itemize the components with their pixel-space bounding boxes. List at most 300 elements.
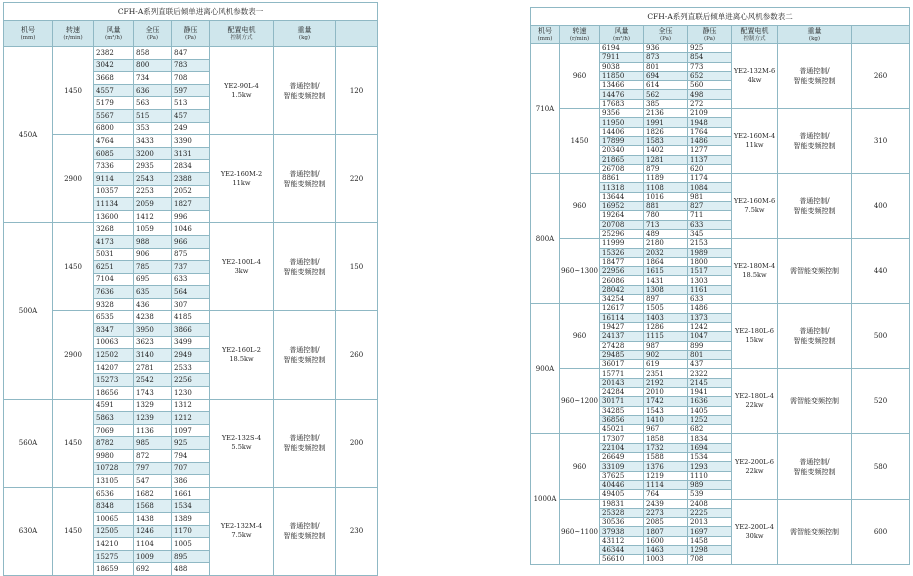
- table-row: [4, 47, 378, 60]
- total-pressure-cell: 4238: [134, 311, 172, 324]
- total-pressure-cell: 936: [644, 44, 688, 53]
- airflow-cell: 15273: [94, 374, 134, 387]
- total-pressure-cell: 858: [134, 47, 172, 60]
- model-cell: 630A: [4, 487, 53, 575]
- static-pressure-cell: 682: [688, 425, 732, 434]
- airflow-cell: 8348: [94, 500, 134, 513]
- header-model: [531, 26, 560, 44]
- total-pressure-cell: 694: [644, 71, 688, 80]
- header-control-label: 重量: [297, 25, 312, 34]
- speed-cell: 1450: [560, 109, 600, 174]
- airflow-cell: 7336: [94, 160, 134, 173]
- static-pressure-cell: 1405: [688, 406, 732, 415]
- airflow-cell: 14406: [600, 127, 644, 136]
- control-cell: 普通控制/ 智能变频控制: [274, 135, 336, 223]
- total-pressure-cell: 1286: [644, 322, 688, 331]
- total-pressure-cell: 635: [134, 286, 172, 299]
- airflow-cell: 33109: [600, 462, 644, 471]
- table-title: CFH-A系列直联后倾单进离心风机参数表一: [4, 3, 378, 21]
- airflow-cell: 40446: [600, 480, 644, 489]
- total-pressure-cell: 436: [134, 298, 172, 311]
- total-pressure-cell: 1991: [644, 118, 688, 127]
- table-row: [4, 399, 378, 412]
- total-pressure-cell: 2351: [644, 369, 688, 378]
- static-pressure-cell: 1277: [688, 146, 732, 155]
- static-pressure-cell: 513: [172, 97, 210, 110]
- static-pressure-cell: 3390: [172, 135, 210, 148]
- motor-cell: YE2-132S-4 5.5kw: [210, 399, 274, 487]
- control-cell: 普通控制/ 智能变频控制: [778, 109, 852, 174]
- total-pressure-cell: 636: [134, 84, 172, 97]
- header-row: [4, 21, 378, 47]
- static-pressure-cell: 2533: [172, 361, 210, 374]
- airflow-cell: 14207: [94, 361, 134, 374]
- static-pressure-cell: 1697: [688, 527, 732, 536]
- static-pressure-cell: 633: [688, 220, 732, 229]
- header-motor-unit: 控制方式: [230, 34, 253, 41]
- airflow-cell: 20708: [600, 220, 644, 229]
- airflow-cell: 11134: [94, 198, 134, 211]
- speed-cell: 960~1300: [560, 239, 600, 304]
- airflow-cell: 8861: [600, 174, 644, 183]
- total-pressure-cell: 619: [644, 360, 688, 369]
- static-pressure-cell: 2949: [172, 349, 210, 362]
- total-pressure-cell: 1219: [644, 471, 688, 480]
- weight-cell: 310: [852, 109, 910, 174]
- header-speed-unit: (r/min): [569, 35, 590, 42]
- airflow-cell: 7911: [600, 53, 644, 62]
- static-pressure-cell: 539: [688, 490, 732, 499]
- control-cell: 需智能变频控制: [778, 499, 852, 564]
- header-airflow-label: 风量: [614, 26, 629, 35]
- motor-cell: YE2-160L-2 18.5kw: [210, 311, 274, 399]
- total-pressure-cell: 873: [644, 53, 688, 62]
- static-pressure-cell: 708: [688, 555, 732, 564]
- table-row: [531, 499, 910, 508]
- table-row: [4, 135, 378, 148]
- static-pressure-cell: 1458: [688, 536, 732, 545]
- static-pressure-cell: 4185: [172, 311, 210, 324]
- speed-cell: 2900: [53, 311, 94, 399]
- airflow-cell: 5031: [94, 248, 134, 261]
- total-pressure-cell: 1281: [644, 155, 688, 164]
- total-pressure-cell: 515: [134, 109, 172, 122]
- airflow-cell: 3042: [94, 59, 134, 72]
- airflow-cell: 13105: [94, 475, 134, 488]
- model-cell: 1000A: [531, 434, 560, 564]
- total-pressure-cell: 1505: [644, 304, 688, 313]
- airflow-cell: 5567: [94, 109, 134, 122]
- control-cell: 普通控制/ 智能变频控制: [778, 174, 852, 239]
- airflow-cell: 37625: [600, 471, 644, 480]
- airflow-cell: 6535: [94, 311, 134, 324]
- header-model-unit: (mm): [537, 35, 553, 42]
- static-pressure-cell: 925: [172, 437, 210, 450]
- header-control-unit: (kg): [298, 34, 311, 41]
- header-static-pressure-label: 静压: [183, 25, 198, 34]
- total-pressure-cell: 1104: [134, 538, 172, 551]
- airflow-cell: 6085: [94, 147, 134, 160]
- static-pressure-cell: 2322: [688, 369, 732, 378]
- airflow-cell: 9356: [600, 109, 644, 118]
- control-cell: 普通控制/ 智能变频控制: [778, 434, 852, 499]
- airflow-cell: 10063: [94, 336, 134, 349]
- model-cell: 560A: [4, 399, 53, 487]
- total-pressure-cell: 1615: [644, 267, 688, 276]
- static-pressure-cell: 1242: [688, 322, 732, 331]
- header-airflow-unit: (m³/h): [612, 35, 631, 42]
- total-pressure-cell: 1463: [644, 546, 688, 555]
- speed-cell: 1450: [53, 487, 94, 575]
- motor-cell: YE2-180L-6 15kw: [732, 304, 778, 369]
- static-pressure-cell: 620: [688, 164, 732, 173]
- static-pressure-cell: 2225: [688, 508, 732, 517]
- static-pressure-cell: 2256: [172, 374, 210, 387]
- airflow-cell: 27428: [600, 341, 644, 350]
- airflow-cell: 19264: [600, 211, 644, 220]
- airflow-cell: 12505: [94, 525, 134, 538]
- static-pressure-cell: 1137: [688, 155, 732, 164]
- total-pressure-cell: 1543: [644, 406, 688, 415]
- total-pressure-cell: 2192: [644, 378, 688, 387]
- static-pressure-cell: 1636: [688, 397, 732, 406]
- airflow-cell: 5863: [94, 412, 134, 425]
- total-pressure-cell: 1115: [644, 332, 688, 341]
- motor-cell: YE2-200L-6 22kw: [732, 434, 778, 499]
- table-row: [531, 369, 910, 378]
- total-pressure-cell: 614: [644, 81, 688, 90]
- static-pressure-cell: 783: [172, 59, 210, 72]
- airflow-cell: 46344: [600, 546, 644, 555]
- header-speed: [53, 21, 94, 47]
- weight-cell: 220: [336, 135, 378, 223]
- static-pressure-cell: 854: [688, 53, 732, 62]
- static-pressure-cell: 1764: [688, 127, 732, 136]
- static-pressure-cell: 2145: [688, 378, 732, 387]
- airflow-cell: 45021: [600, 425, 644, 434]
- total-pressure-cell: 1403: [644, 313, 688, 322]
- static-pressure-cell: 488: [172, 563, 210, 576]
- static-pressure-cell: 1948: [688, 118, 732, 127]
- airflow-cell: 20143: [600, 378, 644, 387]
- airflow-cell: 24284: [600, 387, 644, 396]
- airflow-cell: 10728: [94, 462, 134, 475]
- total-pressure-cell: 1246: [134, 525, 172, 538]
- static-pressure-cell: 386: [172, 475, 210, 488]
- total-pressure-cell: 1114: [644, 480, 688, 489]
- airflow-cell: 29485: [600, 350, 644, 359]
- total-pressure-cell: 2010: [644, 387, 688, 396]
- total-pressure-cell: 988: [134, 235, 172, 248]
- airflow-cell: 3268: [94, 223, 134, 236]
- motor-cell: YE2-90L-4 1.5kw: [210, 47, 274, 135]
- total-pressure-cell: 2439: [644, 499, 688, 508]
- static-pressure-cell: 1486: [688, 136, 732, 145]
- airflow-cell: 26708: [600, 164, 644, 173]
- total-pressure-cell: 1807: [644, 527, 688, 536]
- airflow-cell: 2382: [94, 47, 134, 60]
- weight-cell: 500: [852, 304, 910, 369]
- total-pressure-cell: 1568: [134, 500, 172, 513]
- static-pressure-cell: 1989: [688, 248, 732, 257]
- header-airflow: [600, 26, 644, 44]
- total-pressure-cell: 1682: [134, 487, 172, 500]
- header-total-pressure-unit: (Pa): [146, 34, 159, 41]
- total-pressure-cell: 985: [134, 437, 172, 450]
- weight-cell: 200: [336, 399, 378, 487]
- speed-cell: 2900: [53, 135, 94, 223]
- total-pressure-cell: 987: [644, 341, 688, 350]
- header-motor-label: 配置电机: [227, 25, 256, 34]
- table-row: [531, 434, 910, 443]
- header-row: [531, 26, 910, 44]
- airflow-cell: 9980: [94, 450, 134, 463]
- static-pressure-cell: 652: [688, 71, 732, 80]
- static-pressure-cell: 981: [688, 192, 732, 201]
- airflow-cell: 3668: [94, 72, 134, 85]
- header-total-pressure: [644, 26, 688, 44]
- airflow-cell: 14210: [94, 538, 134, 551]
- total-pressure-cell: 897: [644, 295, 688, 304]
- total-pressure-cell: 385: [644, 99, 688, 108]
- total-pressure-cell: 1600: [644, 536, 688, 545]
- airflow-cell: 24137: [600, 332, 644, 341]
- airflow-cell: 8347: [94, 324, 134, 337]
- header-weight: [852, 26, 910, 44]
- static-pressure-cell: 1170: [172, 525, 210, 538]
- model-cell: 450A: [4, 47, 53, 223]
- total-pressure-cell: 1826: [644, 127, 688, 136]
- header-airflow-unit: (m³/h): [104, 34, 123, 41]
- control-cell: 普通控制/ 智能变频控制: [274, 399, 336, 487]
- static-pressure-cell: 633: [172, 273, 210, 286]
- total-pressure-cell: 800: [134, 59, 172, 72]
- airflow-cell: 7069: [94, 424, 134, 437]
- airflow-cell: 22104: [600, 443, 644, 452]
- total-pressure-cell: 692: [134, 563, 172, 576]
- airflow-cell: 18659: [94, 563, 134, 576]
- header-control-unit: (kg): [808, 35, 821, 42]
- airflow-cell: 9114: [94, 172, 134, 185]
- static-pressure-cell: 925: [688, 44, 732, 53]
- airflow-cell: 9038: [600, 62, 644, 71]
- static-pressure-cell: 437: [688, 360, 732, 369]
- weight-cell: 440: [852, 239, 910, 304]
- total-pressure-cell: 881: [644, 202, 688, 211]
- total-pressure-cell: 562: [644, 90, 688, 99]
- total-pressure-cell: 1402: [644, 146, 688, 155]
- control-cell: 普通控制/ 智能变频控制: [274, 311, 336, 399]
- table-row: [531, 109, 910, 118]
- total-pressure-cell: 695: [134, 273, 172, 286]
- airflow-cell: 16952: [600, 202, 644, 211]
- speed-cell: 960: [560, 434, 600, 499]
- airflow-cell: 6251: [94, 261, 134, 274]
- motor-cell: YE2-200L-4 30kw: [732, 499, 778, 564]
- header-motor-unit: 控制方式: [743, 35, 766, 42]
- motor-cell: YE2-180M-4 18.5kw: [732, 239, 778, 304]
- airflow-cell: 12502: [94, 349, 134, 362]
- header-total-pressure-label: 全压: [145, 25, 160, 34]
- speed-cell: 960: [560, 304, 600, 369]
- airflow-cell: 11850: [600, 71, 644, 80]
- static-pressure-cell: 1230: [172, 387, 210, 400]
- static-pressure-cell: 457: [172, 109, 210, 122]
- static-pressure-cell: 801: [688, 350, 732, 359]
- total-pressure-cell: 1412: [134, 210, 172, 223]
- airflow-cell: 4557: [94, 84, 134, 97]
- header-speed-label: 转速: [66, 25, 80, 34]
- total-pressure-cell: 1864: [644, 257, 688, 266]
- airflow-cell: 6800: [94, 122, 134, 135]
- airflow-cell: 4591: [94, 399, 134, 412]
- static-pressure-cell: 3866: [172, 324, 210, 337]
- header-total-pressure-label: 全压: [658, 26, 673, 35]
- static-pressure-cell: 1941: [688, 387, 732, 396]
- airflow-cell: 20340: [600, 146, 644, 155]
- total-pressure-cell: 3140: [134, 349, 172, 362]
- static-pressure-cell: 1312: [172, 399, 210, 412]
- static-pressure-cell: 996: [172, 210, 210, 223]
- airflow-cell: 17307: [600, 434, 644, 443]
- static-pressure-cell: 498: [688, 90, 732, 99]
- total-pressure-cell: 1136: [134, 424, 172, 437]
- motor-cell: YE2-160M-4 11kw: [732, 109, 778, 174]
- header-static-pressure-unit: (Pa): [184, 34, 197, 41]
- airflow-cell: 6536: [94, 487, 134, 500]
- static-pressure-cell: 794: [172, 450, 210, 463]
- total-pressure-cell: 2059: [134, 198, 172, 211]
- control-cell: 需智能变频控制: [778, 239, 852, 304]
- model-cell: 500A: [4, 223, 53, 399]
- static-pressure-cell: 1252: [688, 415, 732, 424]
- static-pressure-cell: 1212: [172, 412, 210, 425]
- control-cell: 普通控制/ 智能变频控制: [274, 47, 336, 135]
- static-pressure-cell: 1694: [688, 443, 732, 452]
- airflow-cell: 7104: [94, 273, 134, 286]
- airflow-cell: 11318: [600, 183, 644, 192]
- header-airflow: [94, 21, 134, 47]
- total-pressure-cell: 547: [134, 475, 172, 488]
- speed-cell: 960: [560, 44, 600, 109]
- static-pressure-cell: 1389: [172, 512, 210, 525]
- static-pressure-cell: 847: [172, 47, 210, 60]
- motor-cell: YE2-100L-4 3kw: [210, 223, 274, 311]
- static-pressure-cell: 989: [688, 480, 732, 489]
- total-pressure-cell: 1308: [644, 285, 688, 294]
- total-pressure-cell: 879: [644, 164, 688, 173]
- speed-cell: 1450: [53, 223, 94, 311]
- table-row: [531, 44, 910, 53]
- static-pressure-cell: 707: [172, 462, 210, 475]
- weight-cell: 260: [852, 44, 910, 109]
- airflow-cell: 30171: [600, 397, 644, 406]
- airflow-cell: 11999: [600, 239, 644, 248]
- static-pressure-cell: 1047: [688, 332, 732, 341]
- speed-cell: 960: [560, 174, 600, 239]
- total-pressure-cell: 967: [644, 425, 688, 434]
- total-pressure-cell: 2085: [644, 518, 688, 527]
- total-pressure-cell: 780: [644, 211, 688, 220]
- static-pressure-cell: 1827: [172, 198, 210, 211]
- static-pressure-cell: 711: [688, 211, 732, 220]
- speed-cell: 960~1200: [560, 369, 600, 434]
- speed-cell: 960~1100: [560, 499, 600, 564]
- total-pressure-cell: 764: [644, 490, 688, 499]
- control-cell: 普通控制/ 智能变频控制: [274, 223, 336, 311]
- total-pressure-cell: 906: [134, 248, 172, 261]
- total-pressure-cell: 1016: [644, 192, 688, 201]
- total-pressure-cell: 2032: [644, 248, 688, 257]
- static-pressure-cell: 2052: [172, 185, 210, 198]
- total-pressure-cell: 1329: [134, 399, 172, 412]
- total-pressure-cell: 1583: [644, 136, 688, 145]
- static-pressure-cell: 1084: [688, 183, 732, 192]
- total-pressure-cell: 801: [644, 62, 688, 71]
- total-pressure-cell: 1742: [644, 397, 688, 406]
- header-total-pressure: [134, 21, 172, 47]
- static-pressure-cell: 1534: [688, 453, 732, 462]
- static-pressure-cell: 1174: [688, 174, 732, 183]
- static-pressure-cell: 899: [688, 341, 732, 350]
- total-pressure-cell: 489: [644, 229, 688, 238]
- weight-cell: 580: [852, 434, 910, 499]
- total-pressure-cell: 872: [134, 450, 172, 463]
- control-cell: 需智能变频控制: [778, 369, 852, 434]
- static-pressure-cell: 1517: [688, 267, 732, 276]
- header-model: [4, 21, 53, 47]
- static-pressure-cell: 2109: [688, 109, 732, 118]
- header-model-unit: (mm): [20, 34, 36, 41]
- airflow-cell: 17899: [600, 136, 644, 145]
- airflow-cell: 18656: [94, 387, 134, 400]
- airflow-cell: 21865: [600, 155, 644, 164]
- total-pressure-cell: 1009: [134, 550, 172, 563]
- airflow-cell: 16114: [600, 313, 644, 322]
- total-pressure-cell: 902: [644, 350, 688, 359]
- total-pressure-cell: 353: [134, 122, 172, 135]
- total-pressure-cell: 1732: [644, 443, 688, 452]
- airflow-cell: 15275: [94, 550, 134, 563]
- motor-cell: YE2-180L-4 22kw: [732, 369, 778, 434]
- airflow-cell: 13466: [600, 81, 644, 90]
- motor-cell: YE2-160M-6 7.5kw: [732, 174, 778, 239]
- static-pressure-cell: 560: [688, 81, 732, 90]
- total-pressure-cell: 3433: [134, 135, 172, 148]
- total-pressure-cell: 797: [134, 462, 172, 475]
- airflow-cell: 22956: [600, 267, 644, 276]
- total-pressure-cell: 2935: [134, 160, 172, 173]
- speed-cell: 1450: [53, 47, 94, 135]
- control-cell: 普通控制/ 智能变频控制: [274, 487, 336, 575]
- motor-cell: YE2-132M-6 4kw: [732, 44, 778, 109]
- header-speed-label: 转速: [572, 26, 587, 35]
- fan-parameter-table-2: [530, 7, 910, 565]
- airflow-cell: 8782: [94, 437, 134, 450]
- static-pressure-cell: 895: [172, 550, 210, 563]
- total-pressure-cell: 785: [134, 261, 172, 274]
- static-pressure-cell: 875: [172, 248, 210, 261]
- header-static-pressure-unit: (Pa): [703, 35, 716, 42]
- total-pressure-cell: 1858: [644, 434, 688, 443]
- table-title-row: [531, 8, 910, 26]
- total-pressure-cell: 3950: [134, 324, 172, 337]
- table-row: [531, 304, 910, 313]
- airflow-cell: 18477: [600, 257, 644, 266]
- total-pressure-cell: 1438: [134, 512, 172, 525]
- static-pressure-cell: 2013: [688, 518, 732, 527]
- total-pressure-cell: 1239: [134, 412, 172, 425]
